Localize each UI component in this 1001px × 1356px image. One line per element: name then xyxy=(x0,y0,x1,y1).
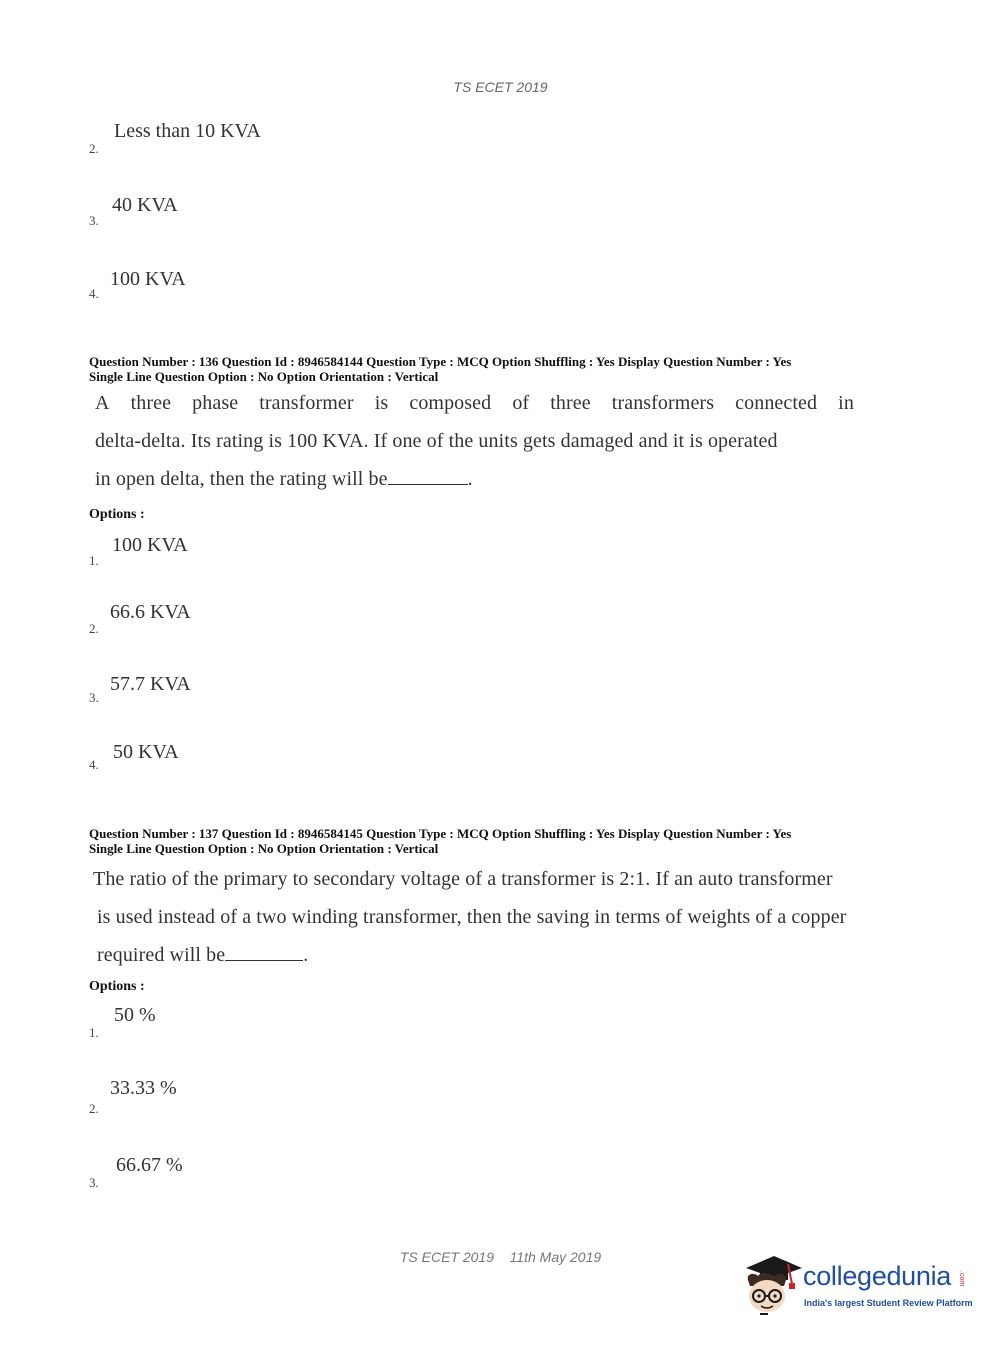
q136-option-4-text: 50 KVA xyxy=(113,741,179,763)
prev-option-2-number: 2. xyxy=(89,141,99,156)
q136-word: composed xyxy=(409,392,492,414)
q136-word: three xyxy=(550,392,591,414)
q136-word: of xyxy=(512,392,530,414)
footer-date: 11th May 2019 xyxy=(509,1249,602,1265)
q136-word: A xyxy=(95,392,110,414)
prev-option-4-text: 100 KVA xyxy=(110,268,186,290)
prev-option-2-text: Less than 10 KVA xyxy=(114,120,261,142)
q136-text-line3: in open delta, then the rating will be . xyxy=(95,468,473,490)
q136-option-3-text: 57.7 KVA xyxy=(110,673,191,695)
q136-meta xyxy=(89,354,791,384)
q136-word: transformers xyxy=(611,392,715,414)
brand-name: collegedunia xyxy=(803,1261,952,1291)
q137-option-2-number: 2. xyxy=(89,1101,99,1116)
q136-word: transformer xyxy=(259,392,354,414)
q136-text-line1 xyxy=(95,392,854,415)
logo-underline-mark xyxy=(760,1313,768,1315)
q136-word: is xyxy=(374,392,389,414)
q137-option-3-text: 66.67 % xyxy=(116,1154,183,1176)
q136-word: connected xyxy=(735,392,818,414)
brand-dotcom: .com xyxy=(958,1271,965,1287)
brand-tagline: India's largest Student Review Platform xyxy=(804,1298,973,1308)
q137-text-line2: is used instead of a two winding transformer, then the saving in terms of weights of a copper xyxy=(97,906,847,928)
q136-options-label: Options : xyxy=(89,507,145,522)
q137-text-line1: The ratio of the primary to secondary voltage of a transformer is 2:1. If an auto transformer xyxy=(93,868,833,890)
q137-option-1-number: 1. xyxy=(89,1025,99,1040)
q137-text-line3: required will be . xyxy=(97,944,309,966)
q136-meta-line1: Question Number : 136 Question Id : 8946584144 Question Type : MCQ Option Shuffling : Yes Display Question Number : Yes xyxy=(89,354,792,369)
q136-word: in xyxy=(838,392,854,414)
page-header-title: TS ECET 2019 xyxy=(453,79,548,95)
q136-meta-line2: Single Line Question Option : No Option Orientation : Vertical xyxy=(89,369,439,384)
q136-option-2-number: 2. xyxy=(89,621,99,636)
q137-meta xyxy=(89,826,791,856)
q136-option-4-number: 4. xyxy=(89,757,99,772)
prev-option-3-text: 40 KVA xyxy=(112,194,178,216)
collegedunia-mascot-icon xyxy=(740,1250,804,1316)
q136-option-1-text: 100 KVA xyxy=(112,534,188,556)
q136-text-line3-content: in open delta, then the rating will be xyxy=(95,468,388,490)
answer-blank xyxy=(225,946,303,961)
q137-option-2-text: 33.33 % xyxy=(110,1077,177,1099)
footer-exam: TS ECET 2019 xyxy=(399,1249,494,1265)
q137-meta-line2: Single Line Question Option : No Option Orientation : Vertical xyxy=(89,841,439,856)
q136-option-3-number: 3. xyxy=(89,690,99,705)
q136-word: three xyxy=(130,392,172,414)
q137-text-line3-content: required will be xyxy=(97,944,226,966)
q136-word: phase xyxy=(192,392,239,414)
q136-option-1-number: 1. xyxy=(89,553,99,568)
q137-options-label: Options : xyxy=(89,979,145,994)
q137-option-3-number: 3. xyxy=(89,1175,99,1190)
q137-option-1-text: 50 % xyxy=(114,1004,156,1026)
prev-option-3-number: 3. xyxy=(89,213,99,228)
prev-option-4-number: 4. xyxy=(89,286,99,301)
q137-meta-line1: Question Number : 137 Question Id : 8946584145 Question Type : MCQ Option Shuffling : Yes Display Question Number : Yes xyxy=(89,826,792,841)
answer-blank xyxy=(388,470,468,485)
q136-text-line2: delta-delta. Its rating is 100 KVA. If one of the units gets damaged and it is operated xyxy=(95,430,778,452)
q136-option-2-text: 66.6 KVA xyxy=(110,601,191,623)
